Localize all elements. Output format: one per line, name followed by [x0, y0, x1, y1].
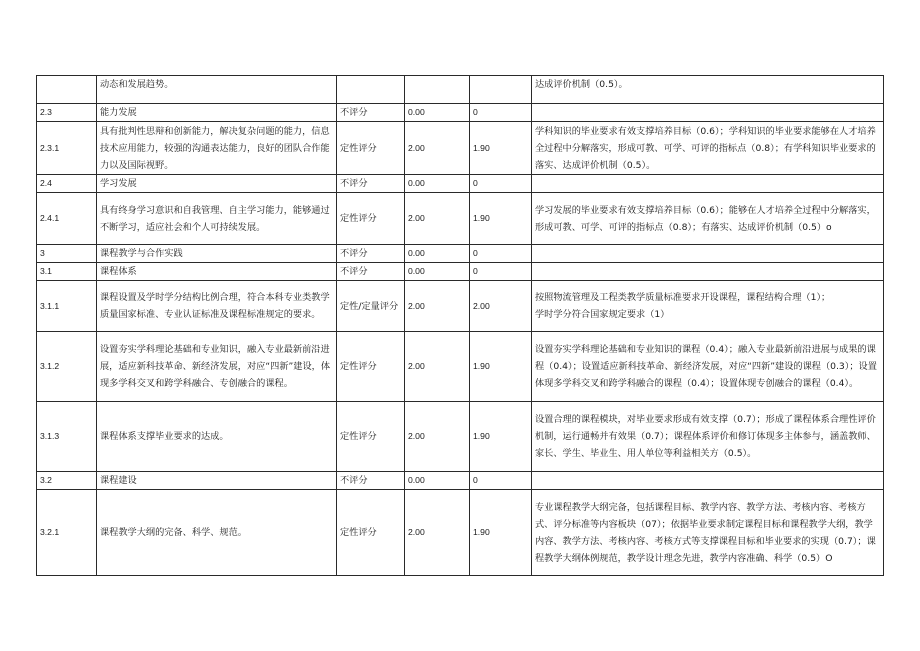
method-cell — [337, 76, 405, 104]
method-cell: 定性评分 — [337, 193, 405, 245]
score-cell: 1.90 — [470, 332, 532, 402]
table-row — [37, 193, 884, 245]
criteria-cell: 学科知识的毕业要求有效支撑培养目标（0.6）；学科知识的毕业要求能够在人才培养全过程中分解落实，形成可教、可学、可评的指标点（0.8）；有学科知识毕业要求的落实、达成评价机制（0.5）。 — [532, 122, 884, 175]
table-row — [37, 263, 884, 281]
score-cell: 0 — [470, 175, 532, 193]
score-cell: 2.00 — [470, 281, 532, 332]
item-id-cell — [37, 76, 97, 104]
full-score-cell: 0.00 — [405, 263, 470, 281]
table-row — [37, 245, 884, 263]
score-cell — [470, 76, 532, 104]
full-score-cell: 2.00 — [405, 332, 470, 402]
method-cell: 定性评分 — [337, 332, 405, 402]
indicator-cell: 课程教学与合作实践 — [97, 245, 337, 263]
full-score-cell: 0.00 — [405, 472, 470, 490]
item-id-cell: 3.1.2 — [37, 332, 97, 402]
criteria-cell — [532, 104, 884, 122]
full-score-cell: 2.00 — [405, 402, 470, 472]
criteria-cell — [532, 245, 884, 263]
indicator-cell: 学习发展 — [97, 175, 337, 193]
criteria-cell — [532, 263, 884, 281]
item-id-cell: 3.1.3 — [37, 402, 97, 472]
indicator-cell: 课程设置及学时学分结构比例合理，符合本科专业类教学质量国家标准、专业认证标准及课程标准规定的要求。 — [97, 281, 337, 332]
method-cell: 定性评分 — [337, 402, 405, 472]
item-id-cell: 3.2.1 — [37, 490, 97, 576]
score-cell: 1.90 — [470, 193, 532, 245]
criteria-cell: 设置夯实学科理论基础和专业知识的课程（0.4）；融入专业最新前沿进展与成果的课程（0.4）；设置适应新科技革命、新经济发展，对应“四新”建设的课程（0.3）；设置体现多学科交叉和跨学科融合的课程（0.4）；设置体现专创融合的课程（0.4）。 — [532, 332, 884, 402]
full-score-cell: 0.00 — [405, 175, 470, 193]
score-cell: 1.90 — [470, 490, 532, 576]
item-id-cell: 2.3.1 — [37, 122, 97, 175]
item-id-cell: 3.1.1 — [37, 281, 97, 332]
criteria-cell: 学习发展的毕业要求有效支撑培养目标（0.6）；能够在人才培养全过程中分解落实，形成可教、可学、可评的指标点（0.8）；有落实、达成评价机制（0.5）o — [532, 193, 884, 245]
indicator-cell: 能力发展 — [97, 104, 337, 122]
table-row — [37, 472, 884, 490]
score-cell: 0 — [470, 263, 532, 281]
full-score-cell: 0.00 — [405, 245, 470, 263]
score-cell: 1.90 — [470, 122, 532, 175]
evaluation-table — [36, 75, 884, 576]
method-cell: 不评分 — [337, 175, 405, 193]
indicator-cell: 课程教学大纲的完备、科学、规范。 — [97, 490, 337, 576]
full-score-cell — [405, 76, 470, 104]
score-cell: 0 — [470, 472, 532, 490]
indicator-cell: 课程建设 — [97, 472, 337, 490]
criteria-cell: 设置合理的课程模块，对毕业要求形成有效支撑（0.7）；形成了课程体系合理性评价机制，运行通畅并有效果（0.7）；课程体系评价和修订体现多主体参与，涵盖教师、家长、学生、毕业生、用人单位等利益相关方（0.5）。 — [532, 402, 884, 472]
method-cell: 定性/定量评分 — [337, 281, 405, 332]
full-score-cell: 2.00 — [405, 193, 470, 245]
indicator-cell: 设置夯实学科理论基础和专业知识，融入专业最新前沿进展，适应新科技革命、新经济发展，对应“四新”建设，体现多学科交叉和跨学科融合、专创融合的课程。 — [97, 332, 337, 402]
criteria-cell — [532, 175, 884, 193]
criteria-cell — [532, 472, 884, 490]
method-cell: 不评分 — [337, 472, 405, 490]
score-cell: 1.90 — [470, 402, 532, 472]
criteria-cell: 专业课程教学大纲完备，包括课程目标、教学内容、教学方法、考核内容、考核方式、评分标准等内容板块（07）；依据毕业要求制定课程目标和课程教学大纲，教学内容、教学方法、考核内容、考核方式等支撑课程目标和毕业要求的实现（0.7）；课程教学大纲体例规范，教学设计理念先进，教学内容准确、科学（0.5）O — [532, 490, 884, 576]
item-id-cell: 3.1 — [37, 263, 97, 281]
indicator-cell: 具有终身学习意识和自我管理、自主学习能力，能够通过不断学习，适应社会和个人可持续发展。 — [97, 193, 337, 245]
item-id-cell: 3.2 — [37, 472, 97, 490]
table-row — [37, 402, 884, 472]
criteria-cell: 按照物流管理及工程类教学质量标准要求开设课程，课程结构合理（1）； 学时学分符合国家规定要求（1） — [532, 281, 884, 332]
item-id-cell: 2.3 — [37, 104, 97, 122]
full-score-cell: 2.00 — [405, 122, 470, 175]
full-score-cell: 0.00 — [405, 104, 470, 122]
table-row — [37, 104, 884, 122]
table-row — [37, 122, 884, 175]
item-id-cell: 2.4.1 — [37, 193, 97, 245]
score-cell: 0 — [470, 104, 532, 122]
table-row — [37, 281, 884, 332]
full-score-cell: 2.00 — [405, 281, 470, 332]
score-cell: 0 — [470, 245, 532, 263]
item-id-cell: 3 — [37, 245, 97, 263]
table-row — [37, 76, 884, 104]
item-id-cell: 2.4 — [37, 175, 97, 193]
full-score-cell: 2.00 — [405, 490, 470, 576]
table-row — [37, 490, 884, 576]
table-row — [37, 175, 884, 193]
indicator-cell: 课程体系支撑毕业要求的达成。 — [97, 402, 337, 472]
method-cell: 不评分 — [337, 245, 405, 263]
indicator-cell: 课程体系 — [97, 263, 337, 281]
method-cell: 不评分 — [337, 104, 405, 122]
indicator-cell: 动态和发展趋势。 — [97, 76, 337, 104]
table-row — [37, 332, 884, 402]
criteria-cell: 达成评价机制（0.5）。 — [532, 76, 884, 104]
table-body — [37, 76, 884, 576]
method-cell: 定性评分 — [337, 490, 405, 576]
method-cell: 不评分 — [337, 263, 405, 281]
method-cell: 定性评分 — [337, 122, 405, 175]
indicator-cell: 具有批判性思辩和创新能力，解决复杂问题的能力，信息技术应用能力，较强的沟通表达能力，良好的团队合作能力以及国际视野。 — [97, 122, 337, 175]
